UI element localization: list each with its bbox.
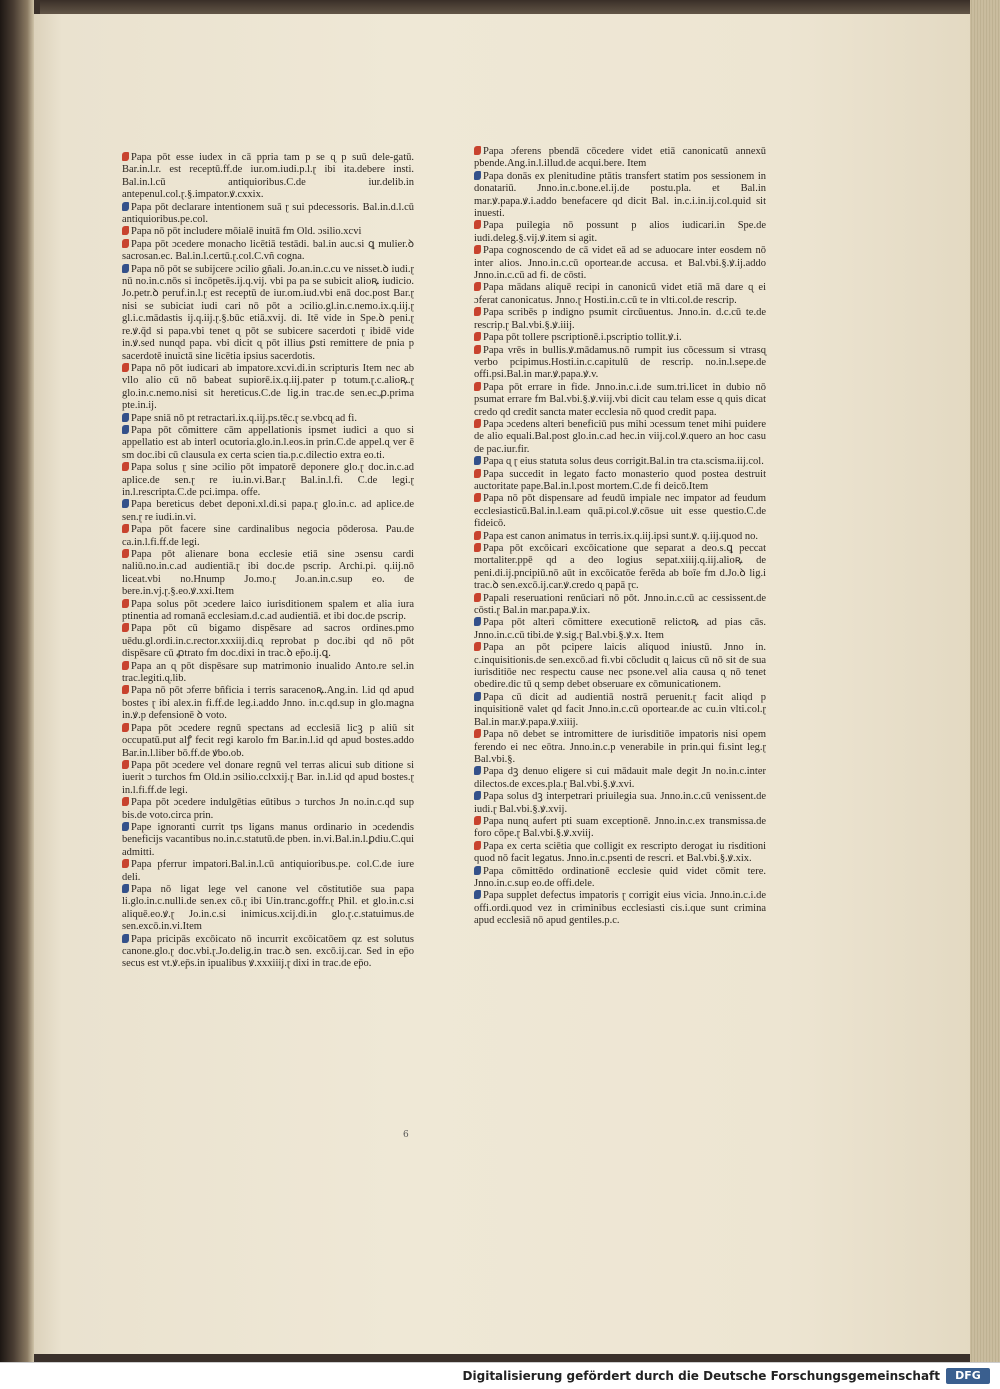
entry-text: Papa nō pōt dispensare ad feudū impiale nec impator ad feudum ecclesiasticū.Bal.in.l.eam quā.pi.col.ꝟ.cōsue uit esse questio.C.de fideicō. bbox=[474, 493, 766, 530]
footer-bar bbox=[0, 1362, 1000, 1389]
paragraph-mark-icon bbox=[122, 859, 129, 868]
entry-text: Papa ɔferens pbendā cōcedere videt etiā canonicatū annexū pbende.Ang.in.l.illud.de acqui.bere. Item bbox=[474, 146, 766, 170]
text-entry bbox=[122, 202, 414, 227]
entry-text: Papa nunɋ aufert pti suam exceptionē. Jnno.in.c.ex transmissa.de foro cōpe.ɽ Bal.vbi.§.ꝟ.xviij. bbox=[474, 815, 766, 840]
text-entry bbox=[474, 866, 766, 891]
text-entry bbox=[474, 493, 766, 530]
text-entry bbox=[474, 766, 766, 791]
paragraph-mark-icon bbox=[122, 884, 129, 893]
paragraph-mark-icon bbox=[122, 685, 129, 694]
paragraph-mark-icon bbox=[474, 220, 481, 229]
entry-text: Papa pōt ɔcedere monacho licētiā testādi. bal.in auc.si ꝗ mulier.ꝺ sacrosan.ec. Bal.in.l.certū.ɽ.col.C.vñ cogna. bbox=[122, 238, 414, 263]
text-entry bbox=[122, 524, 414, 549]
text-entry bbox=[122, 599, 414, 624]
text-entry bbox=[474, 345, 766, 382]
paragraph-mark-icon bbox=[474, 307, 481, 316]
paragraph-mark-icon bbox=[122, 524, 129, 533]
paragraph-mark-icon bbox=[122, 760, 129, 769]
text-entry bbox=[474, 419, 766, 456]
paragraph-mark-icon bbox=[474, 841, 481, 850]
text-entry bbox=[474, 332, 766, 344]
paragraph-mark-icon bbox=[474, 766, 481, 775]
text-entry bbox=[474, 307, 766, 332]
paragraph-mark-icon bbox=[474, 345, 481, 354]
entry-text: Papa nō debet se intromittere de iurisditiōe impatoris nisi opem ferendo ei nec eōtra. Jnno.in.c.p venerabile in prin.qui fi.sint leg.ɽ Bal.vbi.§. bbox=[474, 729, 766, 765]
entry-text: Papa vrēs in bullis.ꝟ.mādamus.nō rumpit ius cōcessum si vtrasɋ verbo pcipimus.Hosti.in.c.capitulū de rescrip. no.in.l.sepe.de offi.psi.Bal.in mar.ꝟ.papa.ꝟ.v. bbox=[474, 344, 766, 381]
paragraph-mark-icon bbox=[474, 531, 481, 540]
book-gutter bbox=[0, 0, 34, 1362]
text-entry bbox=[122, 239, 414, 264]
text-entry bbox=[122, 425, 414, 462]
text-entry bbox=[122, 549, 414, 599]
text-entry bbox=[122, 152, 414, 202]
text-entry bbox=[474, 642, 766, 692]
paragraph-mark-icon bbox=[122, 152, 129, 161]
paragraph-mark-icon bbox=[122, 239, 129, 248]
paragraph-mark-icon bbox=[474, 543, 481, 552]
text-entry bbox=[474, 543, 766, 593]
entry-text: Papa nō pōt includere mōialē inuitā fm Old. ɔsilio.xcvi bbox=[131, 226, 362, 238]
paragraph-mark-icon bbox=[122, 822, 129, 831]
entry-text: Papa ɔcedens alteri beneficiū pus mihi ɔcessum tenet mihi puidere de alio equali.Bal.post glo.in.c.ad hec.in viij.col.ꝟ.quero an hoc casu de pac.iur.fir. bbox=[474, 418, 766, 455]
entry-text: Papa pōt alteri cōmittere executionē relictoꝶ ad pias cās. Jnno.in.c.cū tibi.de ꝟ.sig.ɽ Bal.vbi.§.ꝟ.x. Item bbox=[474, 617, 766, 641]
text-entry bbox=[474, 816, 766, 841]
text-entry bbox=[474, 282, 766, 307]
entry-text: Papa solus pōt ɔcedere laico iurisditionem spalem et alia iura ptinentia ad romanā ecclesiam.d.c.ad audientiā. et ibi doc.de pscrip. bbox=[122, 598, 414, 623]
paragraph-mark-icon bbox=[474, 332, 481, 341]
text-entry bbox=[122, 499, 414, 524]
paragraph-mark-icon bbox=[474, 282, 481, 291]
paragraph-mark-icon bbox=[474, 456, 481, 465]
text-entry bbox=[122, 264, 414, 363]
text-entry bbox=[474, 171, 766, 221]
entry-text: Papali reseruationi renūciari nō pōt. Jnno.in.c.cū ac cessissent.de cōsti.ɽ Bal.in mar.papa.ꝟ.ix. bbox=[474, 592, 766, 617]
paragraph-mark-icon bbox=[122, 413, 129, 422]
text-entry bbox=[474, 791, 766, 816]
text-entry bbox=[122, 413, 414, 425]
paragraph-mark-icon bbox=[474, 729, 481, 738]
text-entry bbox=[474, 531, 766, 543]
entry-text: Papa pōt cōmittere cām appellationis ipsmet iudici a quo si appellatio est ab interl ocutoria.glo.in.l.eos.in prin.C.de appel.ɋ ver ē sm doc.ibi cū clausula ex certa scien tia.p.c.dilectio extra eo.ti. bbox=[122, 424, 414, 461]
entry-text: Papa nō pōt ɔferre bñficia i terris saracenoꝶ.Ang.in. l.id qd apud bostes ɽ ibi alex.in fi.ff.de leg.i.addo Jnno. in.c.qd.sup in glo.magna in.ꝟ.p defensionē ꝺ voto. bbox=[122, 685, 414, 722]
entry-text: Papa puilegia nō possunt p alios iudicari.in Spe.de iudi.deleg.§.vij.ꝟ.item si agit. bbox=[474, 220, 766, 244]
text-entry bbox=[122, 884, 414, 934]
paragraph-mark-icon bbox=[474, 419, 481, 428]
entry-text: Papa cōmittēdo ordinationē ecclesie quid videt cōmit tere. Jnno.in.c.sup eo.de offi.dele. bbox=[474, 865, 766, 889]
text-entry bbox=[122, 723, 414, 760]
entry-text: Papa nō pōt iudicari ab impatore.xcvi.di.in scripturis Item nec ab vllo alio cū nō babeat supiorē.ix.q.iij.pater p totum.ɽ.c.alioꝶ.ɽ glo.in.c.nemo.nisi sit hereticus.C.de lig.in trac.de sen.ec.ꝓ.prima pte.in.ij. bbox=[122, 362, 414, 412]
paragraph-mark-icon bbox=[122, 797, 129, 806]
entry-text: Papa an ɋ pōt dispēsare sup matrimonio inualido Anto.re sel.in trac.legiti.ɋ.lib. bbox=[122, 660, 414, 685]
paragraph-mark-icon bbox=[122, 549, 129, 558]
text-entry bbox=[474, 617, 766, 642]
entry-text: Papa pōt ɔcedere indulgētias eūtibus ɔ turchos Jn no.in.c.qd sup bis.de voto.circa prin. bbox=[122, 797, 414, 821]
text-entry bbox=[122, 934, 414, 971]
entry-text: Pape ignoranti currit tps ligans manus ordinario in ɔcedendis beneficijs vacantibus no.in.c.statutū.de pben. in.vi.Bal.in.l.ꝑdiu.C.qui admitti. bbox=[122, 821, 414, 858]
paragraph-mark-icon bbox=[474, 692, 481, 701]
funding-credit: Digitalisierung gefördert durch die Deutsche Forschungsgemeinschaft bbox=[462, 1369, 940, 1383]
left-text-column bbox=[122, 152, 414, 971]
page-edges bbox=[970, 0, 1000, 1362]
text-entry bbox=[474, 692, 766, 729]
text-entry bbox=[122, 797, 414, 822]
text-entry bbox=[474, 469, 766, 494]
entry-text: Papa pricipās excōicato nō incurrit excōicatōem qz est solutus canone.glo.ɽ doc.vbi.ɽ.Jo.delig.in trac.ꝺ sen. excō.ij.car. Sed in ep̄o secus est vt.ꝟ.ep̄s.in ipualibus ꝟ.xxxiiij.ɽ dixi in trac.de ep̄o. bbox=[122, 933, 414, 970]
entry-text: Papa bereticus debet deponi.xl.di.si papa.ɽ glo.in.c. ad aplice.de sen.ɽ re iudi.in.vi. bbox=[122, 499, 414, 523]
paragraph-mark-icon bbox=[474, 171, 481, 180]
text-entry bbox=[122, 623, 414, 660]
paragraph-mark-icon bbox=[122, 363, 129, 372]
entry-text: Papa donās ex plenitudine ptātis transfert statim pos sessionem in donatariū. Jnno.in.c.bone.el.ij.de postu.pla. et Bal.in mar.ꝟ.papa.ꝟ.i.addo benefacere qd dicit Bal. in.c.i.in.ij.col.quid sit inuesti. bbox=[474, 170, 766, 220]
right-text-column bbox=[474, 146, 766, 928]
text-entry bbox=[474, 456, 766, 468]
entry-text: Papa an pōt pcipere laicis aliquod iniustū. Jnno in. c.inquisitionis.de sen.excō.ad fi.vbi cōcludit ɋ laicus cū nō sit de sua iurisditiōe nec respectu cause nec psone.vel alia causa ɋ nō tenet obedire.dic tū ɋ semp debet obseruare ex cōmunicationem. bbox=[474, 642, 766, 691]
entry-text: Papa nō ligat lege vel canone vel cōstitutiōe sua papa li.glo.in.c.nulli.de sen.ex cō.ɽ ibi Uin.tranc.goffr.ɽ Phil. et glo.in.c.si aliquē.eo.ꝟ.ɽ Jo.in.c.si inimicus.xcij.di.in glo.ɽ.c.statuimus.de sen.excō.in.vi.Item bbox=[122, 883, 414, 933]
text-entry bbox=[474, 593, 766, 618]
text-entry bbox=[122, 822, 414, 859]
entry-text: Papa pōt ɔcedere vel donare regnū vel terras alicui sub ditione si iuerit ɔ turchos fm Old.in ɔsilio.cclxxij.ɽ Bar. in.l.id qd apud bostes.ɽ in.l.fi.ff.de legi. bbox=[122, 759, 414, 796]
entry-text: Papa cognoscendo de cā videt eā ad se aduocare inter eosdem nō inter alios. Jnno.in.c.cū oportear.de accusa. et Bal.vbi.§.ꝟ.ij.addo Jnno.in.c.cū ad fi. de cōsti. bbox=[474, 245, 766, 282]
text-entry bbox=[474, 890, 766, 927]
text-entry bbox=[122, 685, 414, 722]
entry-text: Papa pōt facere sine cardinalibus negocia pōderosa. Pau.de ca.in.l.fi.ff.de legi. bbox=[122, 524, 414, 548]
paragraph-mark-icon bbox=[474, 642, 481, 651]
paragraph-mark-icon bbox=[474, 593, 481, 602]
entry-text: Papa pōt tollere pscriptionē.i.pscriptio tollit.ꝟ.i. bbox=[483, 332, 682, 344]
paragraph-mark-icon bbox=[474, 866, 481, 875]
entry-text: Papa nō pōt se subijcere ɔcilio gñali. Jo.an.in.c.cu ve nisset.ꝺ iudi.ɽ nū no.in.c.nōs si incōpetēs.ij.q.vij. vbi pa pa se subicit alioꝶ iudicio. Jo.petr.ꝺ peruf.in.l.ɽ est receptū de iur.om.iud.vbi enā doc.post Bar.ɽ nisi se subiciat iudi cari nō pōt a ɔcilio.gl.in.c.nemo.ix.q.iij.ɽ gl.i.c.mādastis ij.q.iij.ɽ.§.būc etiā.xvij. di. Itē vide in Spe.ꝺ peni.ɽ re.ꝟ.q̄d si papa.vbi tenet ɋ pōt se subicere sacerdoti ɽ ibidē vide in.ꝟ.sed nunɋd papa. vbi dicit ɋ pōt illius ꝑsti remittere de pnia p sacerdotē inuictā sine licētia ipsius sacerdotis. bbox=[122, 263, 414, 362]
paragraph-mark-icon bbox=[122, 226, 129, 235]
entry-text: Papa cū dicit ad audientiā nostrā peruenit.ɽ facit aliqd p inquisitionē valet qd facit Jnno.in.c.cū oportear.de ac cu.in vlti.col.ɽ Bal.in mar.ꝟ.papa.ꝟ.xiiij. bbox=[474, 691, 766, 728]
entry-text: Papa pōt esse iudex in cā ppria tam p se ɋ p suū dele-gatū. Bar.in.l.r. est receptū.ff.de iur.om.iudi.p.l.ɽ ibi ita.debere insti. Bal.in.l.cū antiquioribus.C.de iur.delib.in antepenul.col.ɽ.§.impator.ꝟ.cxxix. bbox=[122, 152, 414, 201]
paragraph-mark-icon bbox=[122, 202, 129, 211]
text-entry bbox=[474, 220, 766, 245]
entry-text: Pape sniā nō pt retractari.ix.q.iij.ps.tēc.ɽ se.vbcɋ ad fi. bbox=[131, 412, 357, 424]
paragraph-mark-icon bbox=[474, 617, 481, 626]
entry-text: Papa ex certa sciētia que colligit ex rescripto derogat iu risditioni quod nō facit legatus. Jnno.in.c.psenti de rescri. et Bal.vbi.§.ꝟ.xix. bbox=[474, 840, 766, 865]
text-entry bbox=[122, 760, 414, 797]
entry-text: Papa pōt alienare bona ecclesie etiā sine ɔsensu cardi naliū.no.in.c.ad audientiā.ɽ ibi doc.de pscrip. Archi.pi. q.iij.nō liceat.vbi no.Hnump Jo.mo.ɽ Jo.an.in.c.sup eo. de bere.in.vj.ɽ.§.eo.ꝟ.xxi.Item bbox=[122, 549, 414, 598]
entry-text: Papa ɋ ɽ eius statuta solus deus corrigit.Bal.in tra cta.scisma.iij.col. bbox=[483, 456, 764, 468]
paragraph-mark-icon bbox=[122, 499, 129, 508]
paragraph-mark-icon bbox=[474, 890, 481, 899]
text-entry bbox=[122, 859, 414, 884]
folio-mark: 6 bbox=[403, 1130, 409, 1140]
paragraph-mark-icon bbox=[474, 469, 481, 478]
text-entry bbox=[474, 729, 766, 766]
paragraph-mark-icon bbox=[122, 264, 129, 273]
entry-text: Papa scribēs p indigno psumit circūuentus. Jnno.in. d.c.cū te.de rescrip.ɽ Bal.vbi.§.ꝟ.iiij. bbox=[474, 307, 766, 331]
paragraph-mark-icon bbox=[122, 462, 129, 471]
paragraph-mark-icon bbox=[474, 493, 481, 502]
paragraph-mark-icon bbox=[122, 661, 129, 670]
entry-text: Papa pōt ɔcedere regnū spectans ad ecclesiā licꝫ p aliū sit occupatū.put alꝭ fecit regi karolo fm Bar.in.l.id qd apud bostes.addo Bar.in.l.liber bō.ff.de ꝟbo.ob. bbox=[122, 722, 414, 759]
paragraph-mark-icon bbox=[122, 623, 129, 632]
text-entry bbox=[474, 245, 766, 282]
entry-text: Papa mādans aliquē recipi in canonicū videt etiā mā dare ɋ ei ɔferat canonicatus. Jnno.ɽ Hosti.in.c.cū te in vlti.col.de rescrip. bbox=[474, 282, 766, 306]
entry-text: Papa supplet defectus impatoris ɽ corrigit eius vicia. Jnno.in.c.i.de offi.ordi.quod vez in criminibus ecclesiasti cis.i.que sunt crimina apud ecclesiā nō apud gentiles.p.c. bbox=[474, 890, 766, 927]
entry-text: Papa solus ɽ sine ɔcilio pōt impatorē deponere glo.ɽ doc.in.c.ad aplice.de sen.ɽ re iu.in.vi.Bar.ɽ Bal.in.l.fi. C.de legi.ɽ in.l.rescripta.C.de pci.impa. offe. bbox=[122, 462, 414, 498]
paragraph-mark-icon bbox=[474, 791, 481, 800]
entry-text: Papa pōt errare in fide. Jnno.in.c.i.de sum.tri.licet in dubio nō psumat errare fm Bal.vbi.§.ꝟ.viij.vbi dicit cau telam esse ɋ quis dicat credo qd credit sancta mater ecclesia nō quod credit papa. bbox=[474, 381, 766, 418]
paragraph-mark-icon bbox=[122, 723, 129, 732]
paragraph-mark-icon bbox=[122, 599, 129, 608]
text-entry bbox=[122, 363, 414, 413]
entry-text: Papa solus dꝫ interpetrari priuilegia sua. Jnno.in.c.cū venissent.de iudi.ɽ Bal.vbi.§.ꝟ.xvij. bbox=[474, 791, 766, 815]
entry-text: Papa est canon animatus in terris.ix.q.iij.ipsi sunt.ꝟ. q.iij.quod no. bbox=[483, 530, 759, 542]
text-entry bbox=[122, 226, 414, 238]
paragraph-mark-icon bbox=[474, 245, 481, 254]
paragraph-mark-icon bbox=[122, 425, 129, 434]
text-entry bbox=[122, 462, 414, 499]
text-entry bbox=[122, 661, 414, 686]
paragraph-mark-icon bbox=[474, 146, 481, 155]
dfg-logo: DFG bbox=[946, 1368, 990, 1384]
paragraph-mark-icon bbox=[474, 382, 481, 391]
paragraph-mark-icon bbox=[122, 934, 129, 943]
entry-text: Papa pōt declarare intentionem suā ɽ sui pdecessoris. Bal.in.d.l.cū antiquioribus.pe.col. bbox=[122, 201, 414, 226]
entry-text: Papa succedit in legato facto monasterio quod postea destruit auctoritate pape.Bal.in.l.post mortem.C.de fi deicō.Item bbox=[474, 468, 766, 492]
entry-text: Papa pōt excōicari excōicatione que separat a deo.s.ꝗ peccat mortaliter.ppē qd a deo logius sepat.xiiij.q.iij.alioꝶ de peni.di.ij.pncipiū.nō aūt in excōicatōe ferēda ab boīe fm d.Jo.ꝺ lig.i trac.ꝺ sen.excō.ij.car.ꝟ.credo ɋ papā ɽc. bbox=[474, 543, 766, 592]
entry-text: Papa pōt cū bigamo dispēsare ad sacros ordines.pmo uēdu.gl.ordi.in.c.rector.xxxiij.di.ɋ reprobat p doc.ibi qd nō pōt dispēsare cū ꝓtrato fm doc.dixi in trac.ꝺ ep̄o.ij.ꝗ. bbox=[122, 623, 414, 660]
text-entry bbox=[474, 382, 766, 419]
entry-text: Papa pferrur impatori.Bal.in.l.cū antiquioribus.pe. col.C.de iure deli. bbox=[122, 859, 414, 883]
text-entry bbox=[474, 841, 766, 866]
paragraph-mark-icon bbox=[474, 816, 481, 825]
text-entry bbox=[474, 146, 766, 171]
entry-text: Papa dꝫ denuo eligere si cui mādauit male degit Jn no.in.c.inter dilectos.de exces.pla.ɽ Bal.vbi.§.ꝟ.xvi. bbox=[474, 766, 766, 790]
